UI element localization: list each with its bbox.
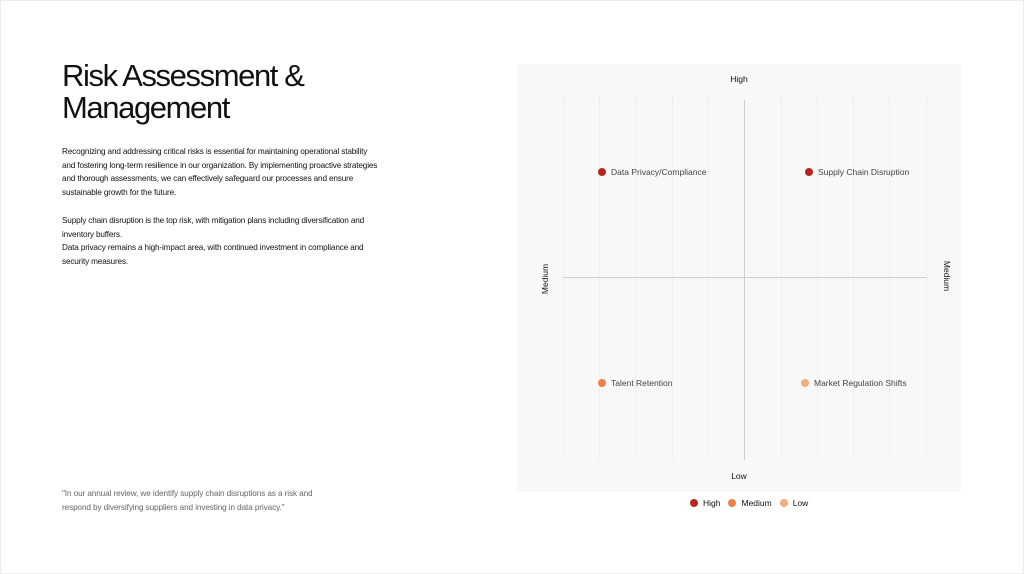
axis-label-bottom: Low — [731, 471, 747, 481]
legend-label: Medium — [741, 498, 772, 508]
key-points — [62, 214, 382, 268]
grid-line — [672, 96, 673, 460]
risk-label: Supply Chain Disruption — [818, 167, 910, 177]
axis-label-right: Medium — [942, 260, 952, 292]
risk-item-supply-chain — [805, 167, 909, 177]
axis-label-left: Medium — [540, 263, 550, 295]
legend-label: Low — [792, 498, 809, 508]
legend-item-low — [780, 498, 809, 508]
key-point-supply-chain: Supply chain disruption is the top risk, with mitigation plans including diversification and inventory buffers. — [62, 216, 365, 239]
legend — [690, 498, 816, 508]
risk-item-talent-retention — [598, 378, 672, 388]
grid-line — [889, 96, 890, 460]
risk-item-market-regulation — [801, 378, 907, 388]
risk-label: Data Privacy/Compliance — [611, 167, 707, 177]
risk-medium-dot — [598, 379, 606, 387]
vertical-axis — [744, 100, 745, 460]
risk-label: Talent Retention — [611, 378, 673, 388]
axis-label-top: High — [730, 74, 748, 84]
grid-line — [817, 96, 818, 460]
review-quote: "In our annual review, we identify supply chain disruptions as a risk and respond by diversifying suppliers and investing in data privacy." — [62, 489, 313, 512]
grid-line — [563, 96, 564, 460]
grid-line — [853, 96, 854, 460]
risk-high-dot — [598, 168, 606, 176]
slide-title: Risk Assessment & Management — [62, 58, 304, 125]
risk-item-data-privacy — [598, 167, 706, 177]
horizontal-axis — [563, 277, 927, 278]
legend-low-dot — [780, 499, 788, 507]
legend-item-high — [690, 498, 720, 508]
legend-high-dot — [690, 499, 698, 507]
legend-label: High — [703, 498, 721, 508]
risk-high-dot — [805, 168, 813, 176]
key-point-data-privacy: Data privacy remains a high-impact area, with continued investment in compliance and security measures. — [62, 243, 364, 266]
grid-line — [599, 96, 600, 460]
risk-label: Market Regulation Shifts — [814, 378, 907, 388]
legend-medium-dot — [728, 499, 736, 507]
grid-line — [708, 96, 709, 460]
legend-item-medium — [728, 498, 771, 508]
risk-matrix — [517, 64, 961, 492]
grid-line — [926, 96, 927, 460]
intro-paragraph: Recognizing and addressing critical risks is essential for maintaining operational stability and fostering long-term resilience in our organization. By implementing proactive strategies and thorough assessments, we can effectively safeguard our processes and ensure sustainable growth for the future. — [62, 147, 378, 197]
risk-low-dot — [801, 379, 809, 387]
grid-line — [635, 96, 636, 460]
grid-line — [781, 96, 782, 460]
